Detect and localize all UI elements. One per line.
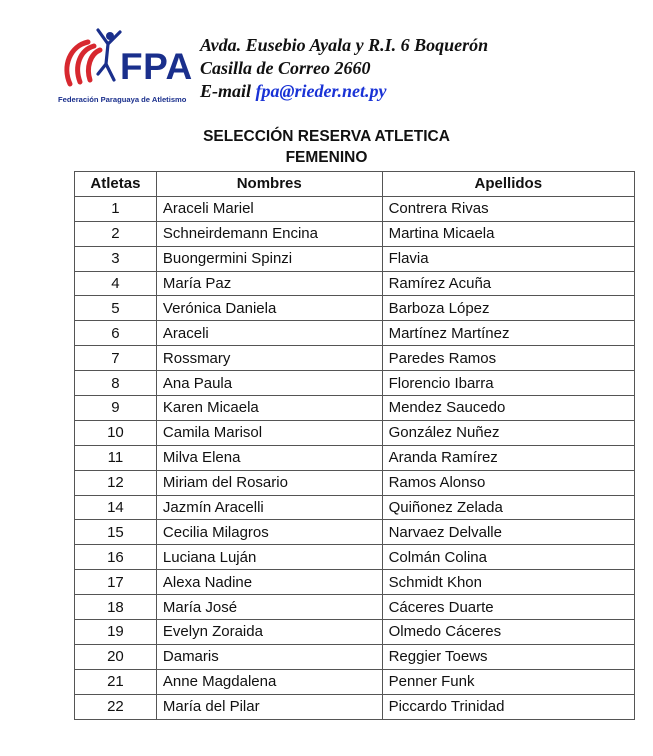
cell-nombres: Ana Paula bbox=[156, 371, 382, 396]
email-line bbox=[200, 80, 488, 103]
table-row bbox=[75, 420, 635, 445]
cell-apellidos: Flavia bbox=[382, 246, 634, 271]
athletes-table bbox=[74, 171, 635, 720]
logo-acronym: FPA bbox=[120, 46, 193, 87]
cell-nombres: Buongermini Spinzi bbox=[156, 246, 382, 271]
cell-atleta-number: 1 bbox=[75, 196, 157, 221]
cell-apellidos: Mendez Saucedo bbox=[382, 396, 634, 421]
cell-apellidos: Ramírez Acuña bbox=[382, 271, 634, 296]
cell-apellidos: González Nuñez bbox=[382, 420, 634, 445]
cell-atleta-number: 19 bbox=[75, 620, 157, 645]
table-row bbox=[75, 669, 635, 694]
cell-atleta-number: 18 bbox=[75, 595, 157, 620]
table-header-row bbox=[75, 172, 635, 197]
cell-apellidos: Narvaez Delvalle bbox=[382, 520, 634, 545]
table-row bbox=[75, 545, 635, 570]
cell-atleta-number: 21 bbox=[75, 669, 157, 694]
table-body bbox=[75, 196, 635, 719]
cell-apellidos: Ramos Alonso bbox=[382, 470, 634, 495]
cell-nombres: Alexa Nadine bbox=[156, 570, 382, 595]
cell-nombres: Luciana Luján bbox=[156, 545, 382, 570]
table-row bbox=[75, 321, 635, 346]
cell-atleta-number: 11 bbox=[75, 445, 157, 470]
table-row bbox=[75, 445, 635, 470]
table-row bbox=[75, 520, 635, 545]
cell-atleta-number: 20 bbox=[75, 644, 157, 669]
cell-nombres: Jazmín Aracelli bbox=[156, 495, 382, 520]
table-row bbox=[75, 221, 635, 246]
cell-atleta-number: 2 bbox=[75, 221, 157, 246]
email-link[interactable]: fpa@rieder.net.py bbox=[255, 81, 387, 101]
cell-atleta-number: 4 bbox=[75, 271, 157, 296]
cell-nombres: Camila Marisol bbox=[156, 420, 382, 445]
cell-apellidos: Florencio Ibarra bbox=[382, 371, 634, 396]
table-row bbox=[75, 296, 635, 321]
cell-apellidos: Aranda Ramírez bbox=[382, 445, 634, 470]
cell-atleta-number: 12 bbox=[75, 470, 157, 495]
logo-caption: Federación Paraguaya de Atletismo bbox=[58, 95, 187, 104]
fpa-logo bbox=[58, 28, 193, 110]
cell-apellidos: Schmidt Khon bbox=[382, 570, 634, 595]
header-apellidos: Apellidos bbox=[382, 172, 634, 197]
cell-apellidos: Penner Funk bbox=[382, 669, 634, 694]
cell-nombres: Cecilia Milagros bbox=[156, 520, 382, 545]
table-row bbox=[75, 644, 635, 669]
cell-nombres: Karen Micaela bbox=[156, 396, 382, 421]
email-label: E-mail bbox=[200, 81, 252, 101]
cell-nombres: Rossmary bbox=[156, 346, 382, 371]
cell-atleta-number: 17 bbox=[75, 570, 157, 595]
cell-nombres: María José bbox=[156, 595, 382, 620]
cell-atleta-number: 6 bbox=[75, 321, 157, 346]
table-row bbox=[75, 495, 635, 520]
table-row bbox=[75, 694, 635, 719]
cell-apellidos: Quiñonez Zelada bbox=[382, 495, 634, 520]
table-row bbox=[75, 196, 635, 221]
cell-nombres: María del Pilar bbox=[156, 694, 382, 719]
table-row bbox=[75, 595, 635, 620]
cell-nombres: Anne Magdalena bbox=[156, 669, 382, 694]
cell-apellidos: Cáceres Duarte bbox=[382, 595, 634, 620]
cell-nombres: María Paz bbox=[156, 271, 382, 296]
cell-atleta-number: 7 bbox=[75, 346, 157, 371]
document-title: SELECCIÓN RESERVA ATLETICA bbox=[203, 128, 450, 145]
header-nombres: Nombres bbox=[156, 172, 382, 197]
runner-track-icon bbox=[58, 28, 128, 98]
table-row bbox=[75, 246, 635, 271]
cell-nombres: Evelyn Zoraida bbox=[156, 620, 382, 645]
table-row bbox=[75, 271, 635, 296]
cell-nombres: Araceli bbox=[156, 321, 382, 346]
cell-nombres: Araceli Mariel bbox=[156, 196, 382, 221]
cell-atleta-number: 9 bbox=[75, 396, 157, 421]
cell-apellidos: Reggier Toews bbox=[382, 644, 634, 669]
document-subtitle: FEMENINO bbox=[285, 149, 368, 166]
cell-nombres: Verónica Daniela bbox=[156, 296, 382, 321]
address-line-1: Avda. Eusebio Ayala y R.I. 6 Boquerón bbox=[200, 35, 489, 55]
table-row bbox=[75, 371, 635, 396]
cell-atleta-number: 10 bbox=[75, 420, 157, 445]
address-line-2: Casilla de Correo 2660 bbox=[200, 58, 371, 78]
header-atletas: Atletas bbox=[75, 172, 157, 197]
cell-atleta-number: 14 bbox=[75, 495, 157, 520]
cell-nombres: Miriam del Rosario bbox=[156, 470, 382, 495]
cell-apellidos: Paredes Ramos bbox=[382, 346, 634, 371]
table-row bbox=[75, 620, 635, 645]
cell-atleta-number: 15 bbox=[75, 520, 157, 545]
cell-atleta-number: 8 bbox=[75, 371, 157, 396]
cell-nombres: Schneirdemann Encina bbox=[156, 221, 382, 246]
cell-nombres: Damaris bbox=[156, 644, 382, 669]
cell-apellidos: Olmedo Cáceres bbox=[382, 620, 634, 645]
table-row bbox=[75, 570, 635, 595]
cell-apellidos: Martina Micaela bbox=[382, 221, 634, 246]
cell-apellidos: Barboza López bbox=[382, 296, 634, 321]
cell-apellidos: Contrera Rivas bbox=[382, 196, 634, 221]
cell-apellidos: Piccardo Trinidad bbox=[382, 694, 634, 719]
cell-atleta-number: 16 bbox=[75, 545, 157, 570]
cell-atleta-number: 22 bbox=[75, 694, 157, 719]
cell-apellidos: Colmán Colina bbox=[382, 545, 634, 570]
cell-atleta-number: 3 bbox=[75, 246, 157, 271]
cell-nombres: Milva Elena bbox=[156, 445, 382, 470]
cell-apellidos: Martínez Martínez bbox=[382, 321, 634, 346]
cell-atleta-number: 5 bbox=[75, 296, 157, 321]
table-row bbox=[75, 346, 635, 371]
contact-block bbox=[200, 34, 488, 103]
table-row bbox=[75, 470, 635, 495]
table-row bbox=[75, 396, 635, 421]
